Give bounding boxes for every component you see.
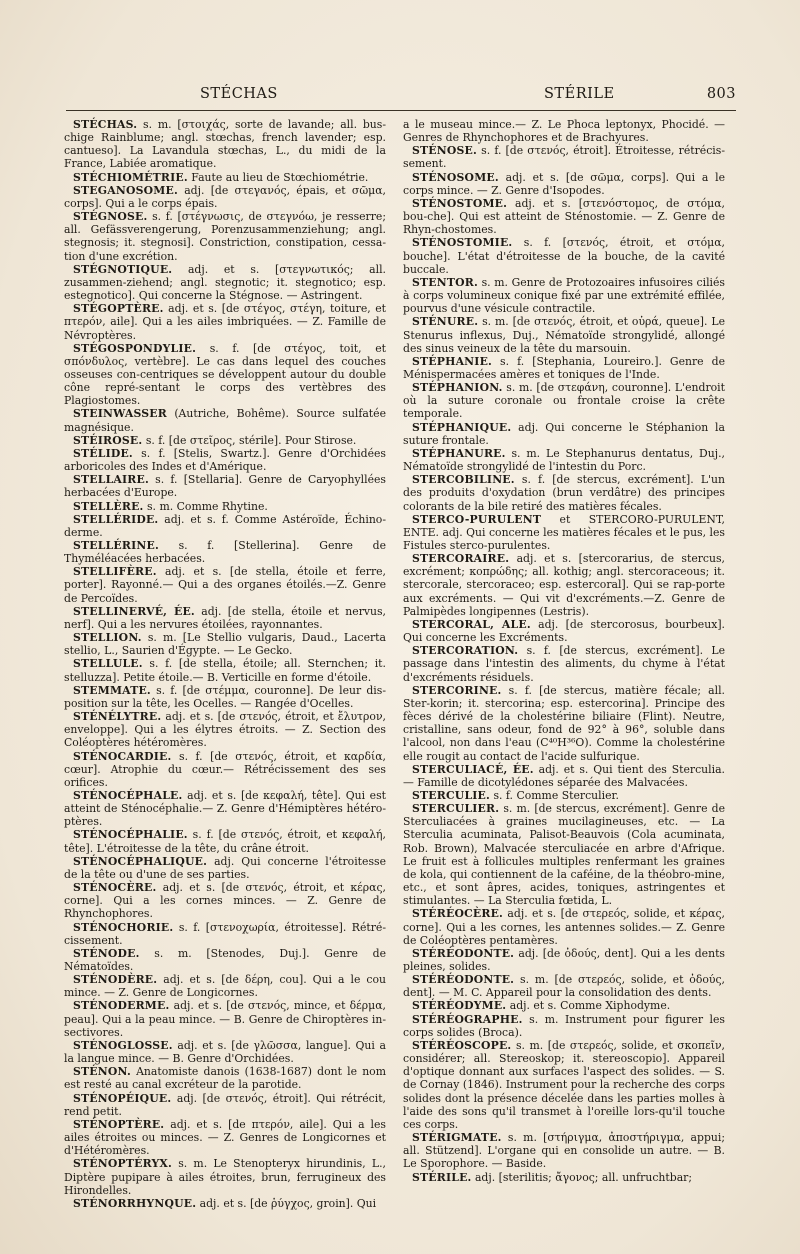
entry-headword: STÉNOCÉPHALE. (73, 788, 183, 802)
dictionary-entry (64, 684, 386, 710)
entry-headword: STÉNOCHORIE. (73, 920, 174, 934)
entry-headword: STÉNOCÉPHALIQUE. (73, 854, 208, 868)
entry-text: s. f. [Stelis, Swartz.]. Genre d'Orchidées arboricoles des Indes et d'Amérique. (64, 446, 386, 474)
dictionary-entry (403, 1013, 725, 1039)
entry-headword: STÉNOSE. (412, 144, 477, 158)
entry-text: adj. et s. [de πτερόν, aile]. Qui a les ailes étroites ou minces. — Z. Genres de Longicornes et d'Hétéromères. (64, 1117, 386, 1158)
entry-text: s. m. [de στεφάνη, couronne]. L'endroit où la suture coronale ou frontale croise la crête temporale. (403, 381, 725, 421)
dictionary-entry (403, 973, 725, 999)
entry-text: adj. et s. [de στενός, étroit, et ἔλυτρον, enveloppe]. Qui a les élytres étroits. — Z. Section des Coléoptères hétéromères. (64, 710, 386, 750)
dictionary-entry (64, 171, 386, 184)
entry-text: adj. et s. Comme Xiphodyme. (506, 999, 671, 1013)
entry-text: adj. et s. [de γλῶσσα, langue]. Qui a la langue mince. — B. Genre d'Orchidées. (64, 1038, 386, 1066)
dictionary-entry (64, 500, 386, 513)
entry-text: s. m. Instrument pour figurer les corps solides (Broca). (403, 1012, 725, 1039)
dictionary-entry (64, 1039, 386, 1065)
dictionary-entry (403, 355, 725, 381)
entry-headword: STELLÉRINE. (73, 539, 159, 552)
dictionary-entry (64, 750, 386, 789)
entry-text: s. f. [de στενός, étroit]. Étroitesse, rétrécis-sement. (403, 144, 725, 171)
entry-headword: STELLÉRIDE. (73, 512, 159, 526)
dictionary-entry (64, 1197, 386, 1210)
dictionary-entry (403, 236, 725, 275)
dictionary-entry (64, 1065, 386, 1091)
entry-text: s. m. [Stenodes, Duj.]. Genre de Nématoïdes. (64, 946, 386, 973)
dictionary-entry (64, 855, 386, 881)
page-number: 803 (706, 86, 736, 102)
entry-text: adj. et s. [στενόστομος, de στόμα, bou-che]. Qui est atteint de Sténostomie. — Z. Genre de Rhyn-chostomes. (403, 196, 725, 237)
dictionary-entry (403, 618, 725, 644)
entry-headword: STÉRÉOSCOPE. (412, 1038, 512, 1052)
entry-headword: STELLION. (73, 631, 142, 645)
dictionary-entry (403, 276, 725, 315)
entry-headword: STÉNOSOME. (412, 170, 499, 184)
entry-headword: STELLÈRE. (73, 499, 144, 513)
dictionary-entry (64, 1157, 386, 1196)
dictionary-entry (403, 947, 725, 973)
entry-headword: STERCORAL, ALE. (412, 617, 531, 631)
entry-headword: STÉCHIOMÉTRIE. (73, 170, 188, 184)
dictionary-entry (64, 657, 386, 683)
entry-text: adj. et s. [de στενός, étroit, et κέρας, corne]. Qui a les cornes minces. — Z. Genre de Rhynchophores. (64, 881, 386, 921)
entry-headword: STÉPHANIQUE. (412, 420, 512, 434)
dictionary-entry (64, 881, 386, 920)
entry-text: s. f. [de στέγος, toit, et σπόνδυλος, vertèbre]. Le cas dans lequel des couches osseuses con-centriques se développent autour du double cône repré-sentant le corps des vertèbres des Plagiostomes. (64, 341, 386, 408)
entry-text: adj. [de ὀδούς, dent]. Qui a les dents pleines, solides. (403, 946, 725, 973)
dictionary-entry (64, 565, 386, 604)
entry-headword: STÉRÉODONTE. (412, 946, 515, 960)
entry-text: adj. et s. [de κεφαλή, tête]. Qui est atteint de Sténocéphalie.— Z. Genre d'Hémiptères hétéro-ptères. (64, 788, 386, 829)
entry-headword: STÉNOCÉPHALIE. (73, 828, 188, 842)
entry-headword: STELLINERVÉ, ÉE. (73, 604, 195, 618)
dictionary-entry (64, 1118, 386, 1157)
dictionary-entry (403, 1039, 725, 1131)
entry-headword: STÉNOSTOME. (412, 196, 508, 210)
dictionary-entry (64, 947, 386, 973)
entry-text: s. m. [de στερεός, solide, et σκοπεῖν, considérer; all. Stereoskop; it. stereoscopio]. Appareil d'optique donnant aux surfaces l'aspect des solides. — S. de Cornay (1846). Instrument pour la recherche des corps solides dont la présence décelée dans les parties molles à l'aide des sons qu'il transmet à l'oreille lors-qu'il touche ces corps. (403, 1038, 725, 1131)
entry-headword: STÉPHANION. (412, 381, 503, 395)
entry-text: adj. et s. [de ῥύγχος, groin]. Qui (196, 1196, 377, 1210)
dictionary-entry (64, 789, 386, 828)
entry-headword: STEGANOSOME. (73, 183, 178, 197)
entry-text: adj. [de στενός, étroit]. Qui rétrécit, rend petit. (64, 1091, 386, 1118)
entry-headword: STERCULIER. (412, 802, 500, 816)
entry-text: adj. et s. Qui tient des Sterculia. — Famille de dicotylédones séparée des Malvacées. (403, 762, 726, 789)
entry-text: et STERCORO-PURULENT, ENTE. adj. Qui concerne les matières fécales et le pus, les Fistules sterco-purulentes. (403, 512, 725, 552)
dictionary-entry (64, 210, 386, 263)
entry-text: adj. et s. f. Comme Astéroïde, Échino-derme. (64, 512, 386, 539)
dictionary-entry (403, 315, 725, 354)
dictionary-entry (64, 342, 386, 408)
entry-headword: STEINWASSER (73, 407, 167, 421)
entry-text: s. f. [de stella, étoile; all. Sternchen; it. stelluzza]. Petite étoile.— B. Verticille en forme d'étoile. (64, 657, 386, 684)
entry-headword: STÉRILE. (412, 1170, 472, 1184)
entry-text: s. m. [de στερεός, solide, et ὀδούς, dent]. — M. C. Appareil pour la consolidation des dents. (403, 973, 725, 1000)
entry-text: s. f. [στενοχωρία, étroitesse]. Rétré-cissement. (64, 920, 386, 947)
entry-text: adj. et s. [de στενός, mince, et δέρμα, peau]. Qui a la peau mince. — B. Genre de Chiroptères in-sectivores. (64, 999, 386, 1039)
entry-headword: STÉNOCARDIE. (73, 749, 172, 763)
entry-text: adj. et s. [de σῶμα, corps]. Qui a le corps mince. — Z. Genre d'Isopodes. (403, 170, 725, 197)
dictionary-entry (64, 184, 386, 210)
entry-text: adj. [sterilitis; ἄγονος; all. unfruchtbar; (471, 1170, 693, 1184)
dictionary-entry (403, 118, 725, 144)
entry-text: s. f. [de στενός, étroit, et καρδία, cœur]. Atrophie du cœur.— Rétrécissement des ses orifices. (64, 749, 386, 789)
entry-headword: STÉNURE. (412, 315, 479, 329)
dictionary-entry (64, 118, 386, 171)
entry-headword: STÉNOPÉIQUE. (73, 1091, 172, 1105)
entry-text: s. m. [de στενός, étroit, et οὐρά, queue]. Le Stenurus inflexus, Duj., Nématoïde strongylidé, allongé des sinus veineux de la tête du marsouin. (403, 315, 725, 355)
entry-headword: STÉNODÈRE. (73, 973, 158, 987)
header-rule (66, 110, 736, 111)
dictionary-entry (403, 513, 725, 552)
dictionary-entry (403, 999, 725, 1012)
dictionary-entry (64, 973, 386, 999)
dictionary-entry (64, 473, 386, 499)
right-column (403, 118, 725, 1184)
entry-headword: STÉNOSTOMIE. (412, 236, 513, 250)
entry-text: adj. et s. [στεγνωτικός; all. zusammen-ziehend; angl. stegnotic; it. stegnotico; esp. estegnotico]. Qui concerne la Stégnose. — Astringent. (64, 262, 386, 303)
entry-text: s. m. [de stercus, excrément]. Genre de Sterculiacées à graines mucilagineuses, etc. — La Sterculia acuminata, Palisot-Beauvois (Cola acuminata, Rob. Brown), Malvacée sterculiacée en arbre d'Afrique. Le fruit est à follicules multiples renfermant les graines de kola, qui contiennent de la caféine, de la théobro-mine, etc., et sont âpres, acides, toniques, astringentes et stimulantes. — La Sterculia fœtida, L. (403, 802, 725, 908)
entry-text: adj. Qui concerne l'étroitesse de la tête ou d'une de ses parties. (64, 854, 386, 881)
entry-text: adj. et s. [de stella, étoile et ferre, porter]. Rayonné.— Qui a des organes étoilés.—Z. Genre de Percoïdes. (64, 565, 386, 605)
dictionary-entry (403, 1171, 725, 1184)
dictionary-entry (64, 828, 386, 854)
dictionary-entry (64, 999, 386, 1038)
entry-text: Faute au lieu de Stœchiométrie. (187, 170, 369, 184)
entry-text: s. m. Comme Rhytine. (143, 499, 268, 513)
dictionary-entry (403, 552, 725, 618)
entry-text: adj. et s. [de στέγος, στέγη, toiture, et πτερόν, aile]. Qui a les ailes imbriquées. — Z. Famille de Névroptères. (64, 302, 386, 342)
entry-headword: STENTOR. (412, 275, 478, 289)
entry-text: s. f. [de stercus, matière fécale; all. Ster-korin; it. stercorina; esp. estercorina]. Principe des fèces dérivé de la cholestérine biliaire (Flint). Neutre, cristalline, sans odeur, fond de 92° à 96°, soluble dans l'alcool, non dans l'eau (C⁴⁰H³⁶O). Comme la cholestérine elle rougit au contact de l'acide sulfurique. (403, 683, 725, 763)
entry-text: s. m. Genre de Protozoaires infusoires ciliés à corps volumineux conique fixé par une extrémité effilée, pourvus d'une vésicule contractile. (403, 275, 725, 316)
entry-headword: STERCULIE. (412, 788, 491, 802)
entry-headword: STÉLIDE. (73, 446, 133, 460)
entry-headword: STÉNÉLYTRE. (73, 710, 162, 724)
entry-text: adj. Qui concerne le Stéphanion la suture frontale. (403, 420, 725, 447)
entry-text: s. f. [de στενός, étroit, et κεφαλή, tête]. L'étroitesse de la tête, du crâne étroit. (64, 828, 386, 855)
entry-text: adj. et s. [de δέρη, cou]. Qui a le cou mince. — Z. Genre de Longicornes. (64, 973, 386, 1000)
entry-headword: STÉRÉODYME. (412, 999, 507, 1013)
entry-text: s. f. [στενός, étroit, et στόμα, bouche]. L'état d'étroitesse de la bouche, de la cavité buccale. (403, 236, 725, 276)
entry-headword: STÉNON. (73, 1065, 131, 1079)
entry-text: adj. et s. [de στερεός, solide, et κέρας, corne]. Qui a les cornes, les antennes solides.— Z. Genre de Coléoptères pentamères. (403, 907, 725, 947)
dictionary-entry (64, 434, 386, 447)
entry-text: s. m. [Le Stellio vulgaris, Daud., Lacerta stellio, L., Saurien d'Égypte. — Le Gecko. (64, 631, 386, 658)
entry-headword: STERCORINE. (412, 683, 502, 697)
dictionary-entry (403, 644, 725, 683)
dictionary-entry (64, 539, 386, 565)
dictionary-entry (403, 907, 725, 946)
entry-headword: STÉRIGMATE. (412, 1131, 502, 1145)
entry-text: s. f. [Stellaria]. Genre de Caryophyllées herbacées d'Europe. (64, 473, 386, 500)
dictionary-entry (64, 513, 386, 539)
dictionary-entry (403, 789, 725, 802)
entry-headword: STÉCHAS. (73, 118, 138, 131)
entry-headword: STÉNOPTÈRE. (73, 1117, 165, 1131)
entry-headword: STÉRÉOGRAPHE. (412, 1012, 523, 1026)
entry-headword: STÉNOPTÉRYX. (73, 1157, 173, 1171)
dictionary-entry (64, 631, 386, 657)
dictionary-entry (403, 1131, 725, 1170)
dictionary-entry (403, 447, 725, 473)
entry-headword: STÉGNOTIQUE. (73, 262, 173, 276)
entry-text: Anatomiste danois (1638-1687) dont le nom est resté au canal excréteur de la parotide. (64, 1065, 386, 1092)
entry-text: adj. et s. [stercorarius, de stercus, excrément; κοπρώδης; all. kothig; angl. stercoraceous; it. stercorale, stercoraceo; esp. estercoral]. Qui se rap-porte aux excréments. — Qui vit d'excréments.—Z. Genre de Palmipèdes longipennes (Lestris). (403, 552, 725, 618)
dictionary-entry (403, 684, 725, 763)
entry-text: s. f. [de στέμμα, couronne]. De leur dis-position sur la tête, les Ocelles. — Rangée d'Ocelles. (64, 683, 386, 710)
dictionary-entry (403, 802, 725, 907)
dictionary-entry (403, 763, 725, 789)
entry-headword: STELLIFÈRE. (73, 565, 157, 579)
dictionary-entry (64, 407, 386, 433)
entry-headword: STÉGOSPONDYLIE. (73, 341, 197, 355)
dictionary-entry (64, 447, 386, 473)
dictionary-entry (64, 921, 386, 947)
dictionary-entry (64, 263, 386, 302)
entry-text: (Autriche, Bohême). Source sulfatée magnésique. (64, 407, 386, 434)
dictionary-entry (64, 302, 386, 341)
dictionary-entry (403, 473, 725, 512)
entry-headword: STELLULE. (73, 657, 143, 671)
entry-headword: STÉNODE. (73, 946, 140, 960)
entry-headword: STÉIROSE. (73, 433, 143, 447)
dictionary-entry (64, 605, 386, 631)
entry-headword: STÉRÉOCÈRE. (412, 907, 504, 921)
dictionary-entry (403, 381, 725, 420)
entry-text: adj. [de stercorosus, bourbeux]. Qui concerne les Excréments. (403, 617, 725, 645)
entry-headword: STÉNORRHYNQUE. (73, 1196, 197, 1210)
entry-text: s. f. Comme Sterculier. (490, 788, 619, 802)
entry-headword: STÉPHANURE. (412, 446, 506, 460)
dictionary-entry (64, 710, 386, 749)
entry-text: s. f. [Stephania, Loureiro.]. Genre de Ménispermacées amères et toniques de l'Inde. (403, 354, 725, 381)
entry-text: s. m. [στήριγμα, ἀποστήριγμα, appui; all. Stützend]. L'organe qui en consolide un autre. — B. Le Sporophore. — Baside. (403, 1131, 725, 1171)
entry-text: s. f. [στέγνωσις, de στεγνόω, je resserre; all. Gefässverengerung, Porenzusammenziehung; angl. stegnosis; it. stegnosi]. Constriction, constipation, cessa-tion d'une excrétion. (64, 210, 386, 263)
running-header (66, 86, 736, 108)
entry-headword: STERCULIACÉ, ÉE. (412, 762, 534, 776)
entry-text: s. f. [Stellerina]. Genre de Thyméléacées herbacées. (64, 539, 386, 566)
entry-headword: STÉNODERME. (73, 999, 170, 1013)
entry-text: s. f. [de stercus, excrément]. L'un des produits d'oxydation (brun verdâtre) des principes colorants de la bile retiré des matières fécales. (403, 473, 725, 513)
entry-headword: STEMMATE. (73, 683, 151, 697)
dictionary-entry (64, 1092, 386, 1118)
entry-text: s. m. Le Stenopteryx hirundinis, L., Diptère pupipare à ailes étroites, brun, ferrugineux des Hirondelles. (64, 1157, 386, 1197)
entry-text: s. f. [de στεῖρος, stérile]. Pour Stirose. (142, 433, 357, 447)
entry-headword: STÉNOCÈRE. (73, 881, 157, 895)
dictionary-entry (403, 171, 725, 197)
entry-text: s. m. [στοιχάς, sorte de lavande; all. bus-chige Rainblume; angl. stœchas, french lavender; esp. cantueso]. La Lavandula stœchas, L., du midi de la France, Labiée aromatique. (64, 118, 386, 171)
header-left-word: STÉCHAS (200, 86, 278, 102)
dictionary-entry (403, 144, 725, 170)
entry-headword: STÉGOPTÈRE. (73, 302, 164, 316)
left-column (64, 118, 386, 1210)
dictionary-entry (403, 421, 725, 447)
entry-headword: STERCO-PURULENT (412, 512, 542, 526)
entry-text: adj. [de stella, étoile et nervus, nerf]. Qui a les nervures étoilées, rayonnantes. (64, 604, 386, 631)
entry-headword: STERCORAIRE. (412, 552, 510, 566)
entry-headword: STERCOBILINE. (412, 473, 515, 487)
entry-headword: STÉNOGLOSSE. (73, 1038, 173, 1052)
entry-headword: STÉPHANIE. (412, 354, 493, 368)
entry-headword: STERCORATION. (412, 644, 519, 658)
entry-headword: STÉGNOSE. (73, 210, 148, 224)
entry-headword: STÉRÉODONTE. (412, 973, 515, 987)
entry-text: s. f. [de stercus, excrément]. Le passage dans l'intestin des aliments, du chyme à l'état d'excréments résiduels. (403, 644, 725, 684)
entry-text: s. m. Le Stephanurus dentatus, Duj., Nématoïde strongylidé de l'intestin du Porc. (403, 446, 725, 474)
entry-headword: STELLAIRE. (73, 473, 149, 487)
dictionary-entry (403, 197, 725, 236)
entry-text: a le museau mince.— Z. Le Phoca leptonyx, Phocidé. — Genres de Rhynchophores et de Brachyures. (403, 118, 725, 145)
header-right-word: STÉRILE (544, 86, 615, 102)
entry-text: adj. [de στεγανός, épais, et σῶμα, corps]. Qui a le corps épais. (64, 183, 386, 210)
